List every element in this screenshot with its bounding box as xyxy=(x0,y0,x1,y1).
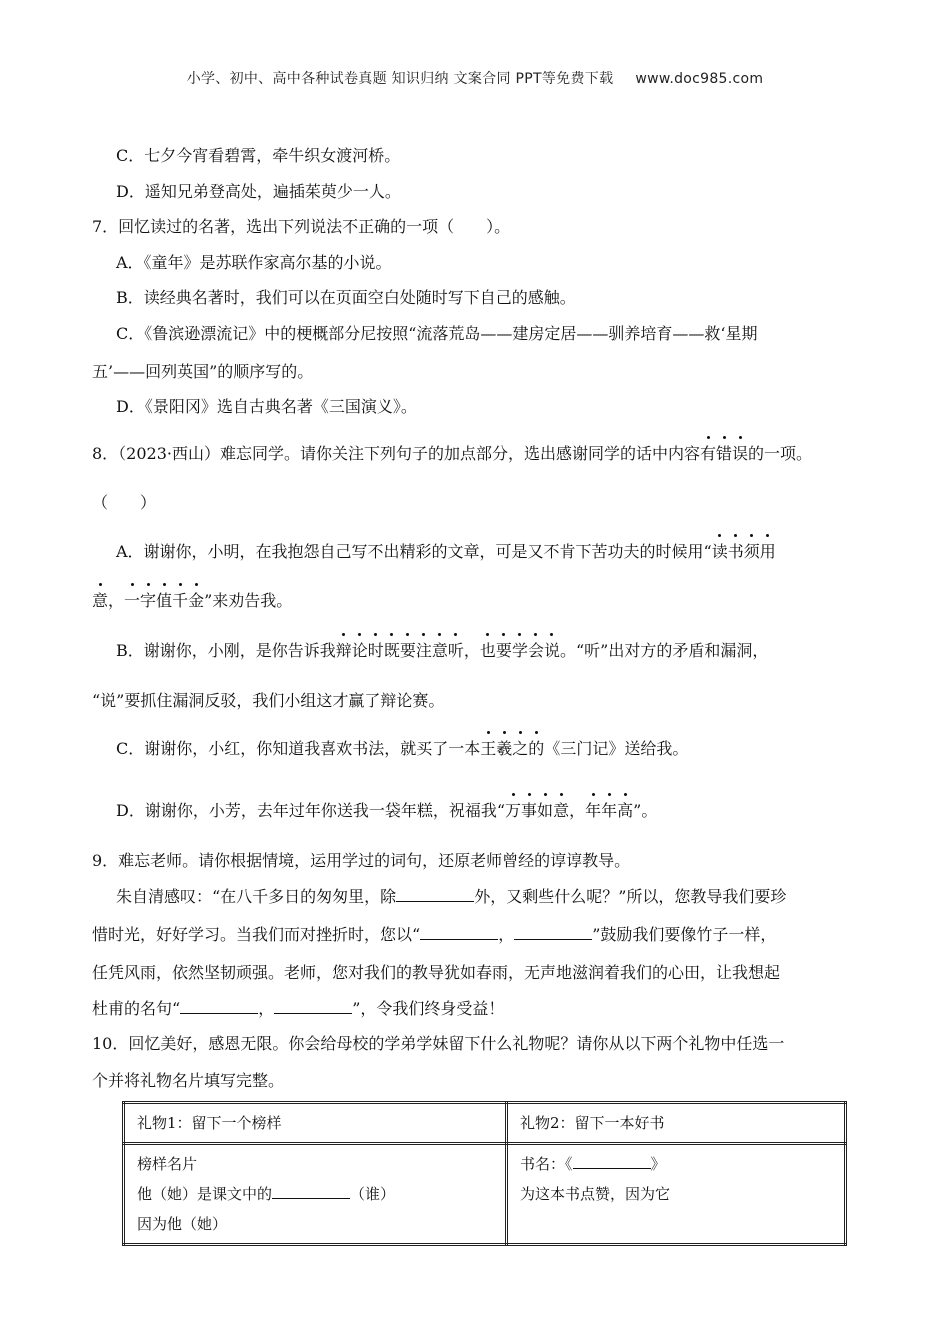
q9-blank-5[interactable] xyxy=(274,998,352,1014)
q8-c-post: 《三门记》送给我。 xyxy=(544,739,689,758)
q9-p4-pre: 杜甫的名句“ xyxy=(92,999,181,1018)
gift-2-card xyxy=(507,1144,846,1245)
q8-a-comma: ， xyxy=(108,591,125,610)
q8-d-post: ”。 xyxy=(633,801,658,820)
gift-1-header: 礼物1：留下一个榜样 xyxy=(124,1103,507,1144)
q7-option-a: A．《童年》是苏联作家高尔基的小说。 xyxy=(116,253,392,272)
q8-b-emphasis-2: 也要学会说 xyxy=(479,641,560,660)
page-header xyxy=(0,68,950,88)
q8-a-emphasis-2: 意 xyxy=(92,591,109,610)
q9-p4-post: ”，令我们终身受益！ xyxy=(352,999,505,1018)
q9-p2-sep: ， xyxy=(498,925,515,944)
gift-2-reason: 为这本书点赞，因为它 xyxy=(520,1185,671,1203)
q8-d-emphasis-2: 年年高 xyxy=(585,801,634,820)
q7-stem: 7．回忆读过的名著，选出下列说法不正确的一项（ ）。 xyxy=(92,217,511,236)
q8-d-pre: D．谢谢你，小芳，去年过年你送我一袋年糕，祝福我“ xyxy=(116,801,506,820)
q9-blank-1[interactable] xyxy=(396,886,474,902)
header-site: www.doc985.com xyxy=(635,71,764,87)
q8-d-emphasis-1: 万事如意 xyxy=(505,801,570,820)
q7-option-c-line2: 五’——回列英国”的顺序写的。 xyxy=(92,362,314,381)
gift-1-title: 榜样名片 xyxy=(137,1155,198,1173)
q9-p2: 惜时光，好好学习。当我们而对挫折时，您以“ xyxy=(92,925,421,944)
gift-1-who-pre: 他（她）是课文中的 xyxy=(137,1185,273,1203)
q8-b-post: 。“听”出对方的矛盾和漏洞， xyxy=(559,641,769,660)
gift-card-table xyxy=(122,1101,847,1246)
q7-option-c-line1: C．《鲁滨逊漂流记》中的梗概部分尼按照“流落荒岛——建房定居——驯养培育——救‘星期 xyxy=(116,324,758,343)
gift-1-card xyxy=(124,1144,507,1245)
q8-option-a-line2 xyxy=(92,590,292,612)
q8-stem xyxy=(92,443,812,465)
q8-a-emphasis-3: 一字值千金 xyxy=(124,591,205,610)
q8-b-emphasis-1: 辩论时既要注意听 xyxy=(335,641,464,660)
q8-d-comma: ， xyxy=(569,801,586,820)
gift-2-title-post: 》 xyxy=(650,1155,666,1173)
q7-option-b: B．读经典名著时，我们可以在页面空白处随时写下自己的感触。 xyxy=(116,288,576,307)
gift-2-title-line xyxy=(520,1149,832,1179)
gift-2-title-pre: 书名：《 xyxy=(520,1155,573,1173)
gift-2-title-blank[interactable] xyxy=(573,1153,651,1169)
q8-stem-emphasis: 有错误 xyxy=(700,444,749,463)
q9-stem: 9．难忘老师。请你根据情境，运用学过的词句，还原老师曾经的谆谆教导。 xyxy=(92,851,631,870)
q8-option-b-line1 xyxy=(116,640,768,662)
q8-c-emphasis: 王羲之的 xyxy=(480,739,545,758)
q8-stem-pre: 8．（2023·西山）难忘同学。请你关注下列句子的加点部分，选出感谢同学的话中内容 xyxy=(92,444,700,463)
q8-paren: （ ） xyxy=(92,493,157,512)
q8-b-comma: ， xyxy=(463,641,480,660)
gift-1-who-post: （谁） xyxy=(350,1185,396,1203)
q8-stem-post: 的一项。 xyxy=(748,444,813,463)
q8-option-c xyxy=(116,738,688,760)
q9-p4-sep: ， xyxy=(258,999,275,1018)
q6-option-c: C．七夕今宵看碧霄，牵牛织女渡河桥。 xyxy=(116,146,401,165)
q9-para-line1 xyxy=(116,886,786,908)
q9-p2-post: ”鼓励我们要像竹子一样， xyxy=(592,925,777,944)
q7-option-d: D．《景阳冈》选自古典名著《三国演义》。 xyxy=(116,397,417,416)
q6-option-d: D．遥知兄弟登高处，遍插茱萸少一人。 xyxy=(116,182,401,201)
q9-blank-4[interactable] xyxy=(180,998,258,1014)
gift-2-header: 礼物2：留下一本好书 xyxy=(507,1103,846,1144)
q9-blank-2[interactable] xyxy=(420,924,498,940)
q9-p1-post: 外，又剩些什么呢？”所以，您教导我们要珍 xyxy=(474,887,787,906)
gift-1-who-blank[interactable] xyxy=(272,1183,350,1199)
q8-b-pre: B．谢谢你，小刚，是你告诉我 xyxy=(116,641,336,660)
q8-c-pre: C．谢谢你，小红，你知道我喜欢书法，就买了一本 xyxy=(116,739,481,758)
q8-a-emphasis-1: 读书须用 xyxy=(711,542,776,561)
q10-stem-line2: 个并将礼物名片填写完整。 xyxy=(92,1071,285,1090)
gift-1-reason: 因为他（她） xyxy=(137,1215,228,1233)
q8-option-a-line1 xyxy=(116,541,776,563)
q8-a-post: ”来劝告我。 xyxy=(204,591,293,610)
q8-a-pre: A．谢谢你，小明，在我抱怨自己写不出精彩的文章，可是又不肯下苦功夫的时候用“ xyxy=(116,542,712,561)
q9-para-line2 xyxy=(92,924,776,946)
q9-blank-3[interactable] xyxy=(514,924,592,940)
q9-p1-pre: 朱自清感叹：“在八千多日的匆匆里，除 xyxy=(116,887,397,906)
q10-stem-line1: 10．回忆美好，感恩无限。你会给母校的学弟学妹留下什么礼物呢？请你从以下两个礼物中任选一 xyxy=(92,1034,785,1053)
q9-para-line3: 任凭风雨，依然坚韧顽强。老师，您对我们的教导犹如春雨，无声地滋润着我们的心田，让我想起 xyxy=(92,963,781,982)
header-text: 小学、初中、高中各种试卷真题 知识归纳 文案合同 PPT等免费下载 xyxy=(186,71,614,87)
gift-1-who-line xyxy=(137,1179,493,1209)
q8-option-d xyxy=(116,800,657,822)
q9-para-line4 xyxy=(92,998,504,1020)
q8-option-b-line2: “说”要抓住漏洞反驳，我们小组这才赢了辩论赛。 xyxy=(92,691,445,710)
